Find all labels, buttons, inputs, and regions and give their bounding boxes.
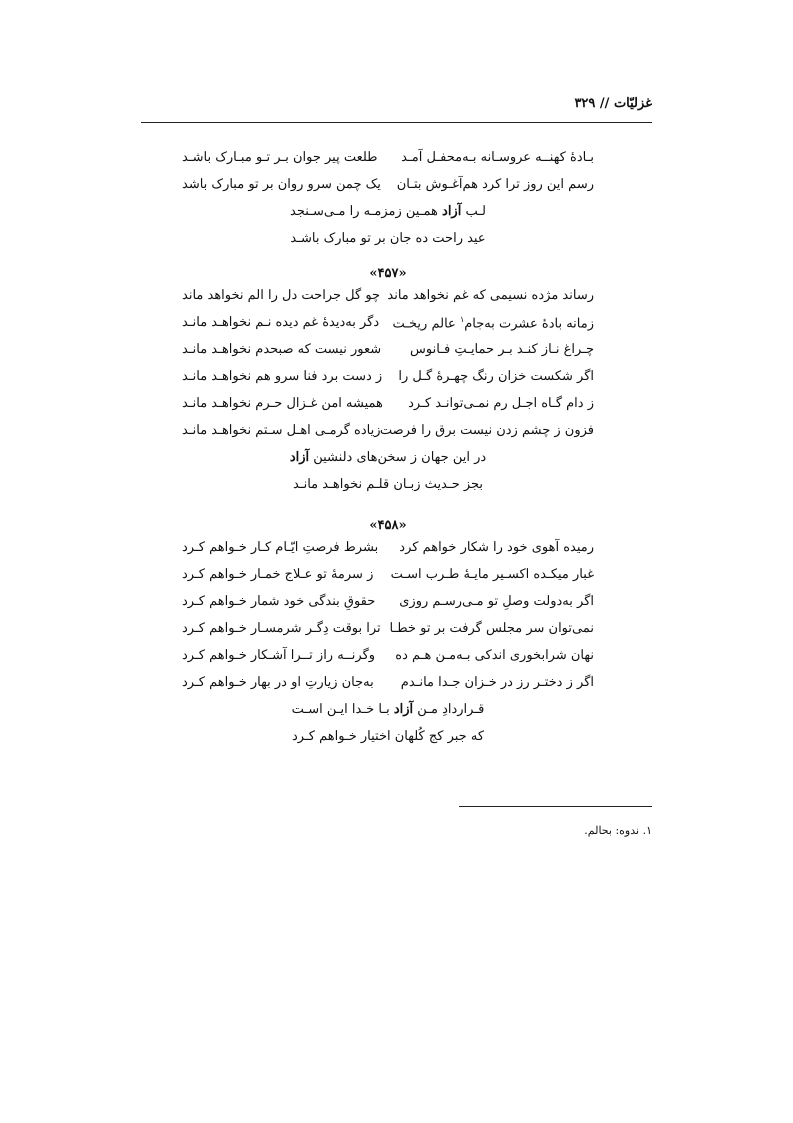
poet-name: آزاد [393,702,414,717]
hemistich-first: چـراغ نـاز کنـد بـر حمایـتِ فـانوس [410,342,594,357]
closing-pre: بجز حـدیث زبـان قلـم نخواهـد مانـد [292,477,484,492]
couplet [182,540,594,567]
ghazal-458 [182,514,594,756]
hemistich-second: طلعت پیر جوان بـر تـو مبـارک باشـد [182,150,378,165]
couplet [182,150,594,177]
ghazal-456-ending [182,150,594,258]
couplet [182,648,594,675]
hemistich-second: حقوقِ بندگی خود شمار خـواهم کـرد [182,594,376,609]
hemistich-first: اگر شکست خزان رنگ چهـرهٔ گـل را [398,369,594,384]
couplet [182,177,594,204]
footnote-marker: ۱ [459,315,465,324]
ghazal-number: «۴۵۸» [369,518,407,533]
hemistich-second: به‌جان زیارتِ او در بهار خـواهم کـرد [182,675,374,690]
closing-pre: لـب [461,204,486,219]
closing-line [182,729,594,756]
hemistich-second: همیشه امن غـزال حـرم نخواهـد مانـد [182,396,383,411]
couplet [182,288,594,315]
hemistich-first [392,315,594,331]
hemistich-second: یک چمن سرو روان بر تو مبارک باشد [182,177,381,192]
hemistich-first: نهان شرابخوری اندکی بـه‌مـن هـم ده [395,648,594,663]
poet-name: آزاد [289,450,310,465]
closing-line [182,477,594,504]
couplet [182,675,594,702]
hemistich-second: دگر به‌دیدهٔ غم دیده نـم نخواهـد مانـد [182,315,380,330]
hemistich-first: رمیده آهوی خود را شکار خواهم کرد [399,540,594,555]
hemistich-first: اگر به‌دولت وصلِ تو مـی‌رسـم روزی [399,594,594,609]
hemistich-second: زیاده گرمـی اهـل سـتم نخواهـد مانـد [182,423,381,438]
hemistich-first: رسم این روز ترا کرد هم‌آغـوش بتـان [396,177,594,192]
closing-pre: در این جهان ز سخن‌های دلنشین [309,450,487,465]
closing-line [182,231,594,258]
couplet [182,315,594,342]
ghazal-number: «۴۵۷» [369,266,407,281]
hemistich-second: بشرط فرصتِ ایّـام کـار خـواهم کـرد [182,540,379,555]
hemistich-second: شعور نیست که صبحدم نخواهـد مانـد [182,342,382,357]
hemistich-first: غبار میکـده اکسـیر مایـهٔ طـرب اسـت [390,567,594,582]
hemistich-first: نمی‌توان سر مجلس گرفت بر تو خطـا [389,621,594,636]
closing-line [182,702,594,729]
couplet [182,369,594,396]
poet-name: آزاد [442,204,462,219]
page-header [141,94,652,123]
couplet [182,621,594,648]
closing-pre: عید راحت ده جان بر تو مبارک باشـد [290,231,486,246]
hemistich-first: ز دام گـاه اجـل رم نمـی‌توانـد کـرد [408,396,594,411]
closing-post: بـا خـدا ایـن اسـت [291,702,394,717]
ghazal-457 [182,262,594,504]
hemistich-first: بـادهٔ کهنــه عروسـانه بـه‌محفـل آمـد [401,150,594,165]
hemistich-second: ز سرمهٔ تو عـلاج خمـار خـواهم کـرد [182,567,374,582]
page-title: غزلیّات // ۳۲۹ [574,96,652,111]
footnote: ۱. ندوه: بحالم. [584,824,652,837]
hemistich-second: وگرنــه راز تــرا آشـکار خـواهم کـرد [182,648,376,663]
couplet [182,567,594,594]
hemistich-text: عالم ریخـت [392,316,460,332]
couplet [182,342,594,369]
footnote-divider [459,806,652,807]
hemistich-text: زمانه بادهٔ عشرت به‌جام [464,316,594,332]
couplet [182,396,594,423]
hemistich-first: اگر ز دختـر رز در خـزان جـدا مانـدم [400,675,594,690]
hemistich-second: چو گل جراحت دل را الم نخواهد ماند [182,288,381,303]
closing-line [182,204,594,231]
couplet [182,594,594,621]
hemistich-first: فزون ز چشم زدن نیست برق را فرصت [379,423,594,438]
hemistich-first: رساند مژده نسیمی که غم نخواهد ماند [387,288,594,303]
closing-line [182,450,594,477]
closing-pre: که جبر کج کُلهان اختیار خـواهم کـرد [291,729,485,744]
closing-pre: قـراردادِ مـن [413,702,485,717]
closing-post: همـین زمزمـه را مـی‌سـنجد [290,204,443,219]
hemistich-second: ز دست برد فنا سرو هم نخواهـد مانـد [182,369,383,384]
hemistich-second: ترا بوقت دِگـر شرمسـار خـواهم کـرد [182,621,381,636]
couplet [182,423,594,450]
